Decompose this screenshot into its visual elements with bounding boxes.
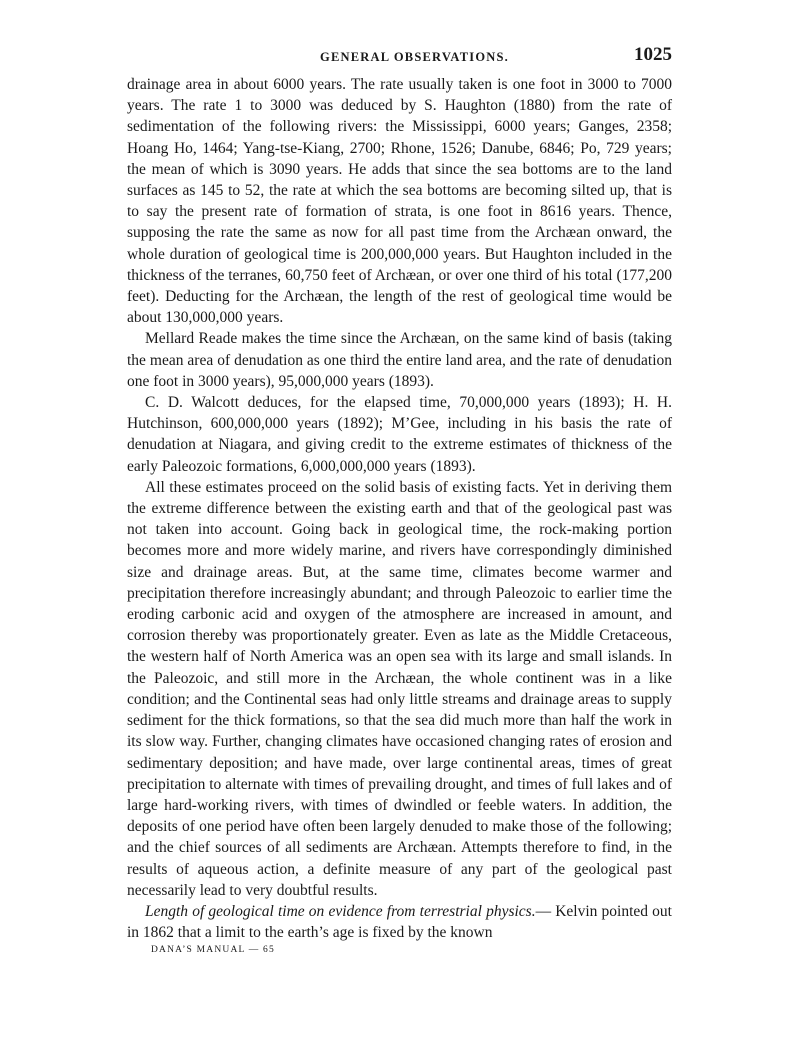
- paragraph-haughton: drainage area in about 6000 years. The rate usually taken is one foot in 3000 to 7000 years. The rate 1 to 3000 was deduced by S. Haughton (1880) from the rate of sedimentation of the following rivers: the Mississippi, 6000 years; Ganges, 2358; Hoang Ho, 1464; Yang-tse-Kiang, 2700; Rhone, 1526; Danube, 6846; Po, 729 years; the mean of which is 3090 years. He adds that since the sea bottoms are to the land surfaces as 145 to 52, the rate at which the sea bottoms are becoming silted up, that is to say the present rate of formation of strata, is one foot in 8616 years. Thence, supposing the rate the same as now for all past time from the Archæan onward, the whole duration of geological time is 200,000,000 years. But Haughton included in the thickness of the terranes, 60,750 feet of Archæan, or over one third of his total (177,200 feet). Deducting for the Archæan, the length of the rest of geological time would be about 130,000,000 years.: [127, 76, 672, 327]
- paragraph-kelvin-text: — Kelvin pointed out in 1862 that a limit to the earth’s age is fixed by the known: [127, 902, 672, 942]
- paragraph-kelvin: [127, 901, 672, 943]
- paragraph-estimates: All these estimates proceed on the solid basis of existing facts. Yet in deriving them the extreme difference between the existing earth and that of the geological past was not taken into account. Going back in geological time, the rock-making portion becomes more and more widely marine, and rivers have correspondingly diminished size and drainage areas. But, at the same time, climates become warmer and precipitation therefore increasingly abundant; and through Paleozoic to earlier time the eroding carbonic acid and oxygen of the atmosphere are increased in amount, and corrosion thereby was proportionately greater. Even as late as the Middle Cretaceous, the western half of North America was an open sea with its large and small islands. In the Paleozoic, and still more in the Archæan, the whole continent was in a like condition; and the Continental seas had only little streams and drainage areas to supply sediment for the thick formations, so that the sea did much more than half the work in its slow way. Further, changing climates have occasioned changing rates of erosion and sedimentary deposition; and have made, over large continental areas, times of great precipitation to alternate with times of prevailing drought, and times of full lakes and of large hard-working rivers, with times of dwindled or feeble waters. In addition, the deposits of one period have often been largely denuded to make those of the following; and the chief sources of all sediments are Archæan. Attempts therefore to find, in the results of aqueous action, a definite measure of any part of the geological past necessarily lead to very doubtful results.: [127, 478, 672, 899]
- body-text: [127, 74, 672, 943]
- section-heading: Length of geological time on evidence from terrestrial physics.: [145, 902, 536, 920]
- page-header: [127, 44, 672, 74]
- page-number: 1025: [634, 44, 672, 65]
- paragraph-reade: Mellard Reade makes the time since the Archæan, on the same kind of basis (taking the mean area of denudation as one third the entire land area, and the rate of denudation one foot in 3000 years), 95,000,000 years (1893).: [127, 330, 672, 390]
- signature-mark: DANA’S MANUAL — 65: [151, 945, 275, 956]
- paragraph-walcott: C. D. Walcott deduces, for the elapsed time, 70,000,000 years (1893); H. H. Hutchinson, 600,000,000 years (1892); M’Gee, including in his basis the rate of denudation at Niagara, and giving credit to the extreme estimates of thickness of the early Paleozoic formations, 6,000,000,000 years (1893).: [127, 394, 672, 475]
- running-title: GENERAL OBSERVATIONS.: [320, 50, 509, 64]
- book-page: [127, 44, 672, 955]
